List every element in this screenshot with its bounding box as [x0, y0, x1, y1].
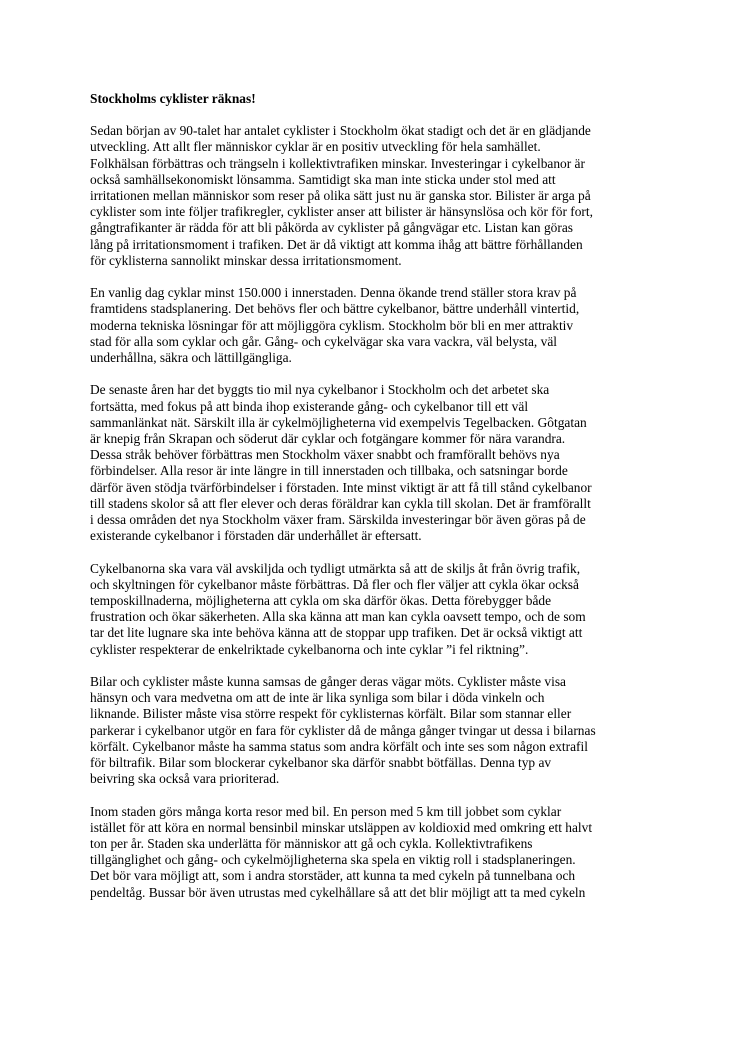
- paragraph-5: [90, 674, 660, 787]
- text-line: körfält. Cykelbanor måste ha samma status som andra körfält och inte ses som någon extrafil: [90, 738, 588, 754]
- text-line: Folkhälsan förbättras och trängseln i kollektivtrafiken minskar. Investeringar i cykelbanor är: [90, 155, 585, 171]
- text-line: underhållna, säkra och lättillgängliga.: [90, 350, 292, 366]
- text-line: Inom staden görs många korta resor med bil. En person med 5 km till jobbet som cyklar: [90, 803, 562, 819]
- text-line: därför även stödja tvärförbindelser i förstaden. Inte minst viktigt är att få till stånd cykelbanor: [90, 479, 592, 495]
- text-line: tar det lite lugnare ska inte behöva känna att de stoppar upp trafiken. Det är också viktigt att: [90, 625, 583, 641]
- text-line: också samhällsekonomiskt lönsamma. Samtidigt ska man inte sticka under stol med att: [90, 171, 556, 187]
- text-line: förbindelser. Alla resor är inte längre in till innerstaden och tillbaka, och satsningar borde: [90, 463, 568, 479]
- text-line: fortsätta, med fokus på att binda ihop existerande gång- och cykelbanor till ett väl: [90, 398, 529, 414]
- text-line: lång på irritationsmoment i trafiken. Det är då viktigt att komma ihåg att bättre förhållanden: [90, 236, 583, 252]
- document-body: [90, 91, 660, 917]
- text-line: Cykelbanorna ska vara väl avskiljda och tydligt utmärkta så att de skiljs åt från övrig trafik,: [90, 560, 581, 576]
- text-line: parkerar i cykelbanor utgör en fara för cyklister då de många gånger tvingar ut dessa i bilarnas: [90, 722, 596, 738]
- text-line: tillgänglighet och gång- och cykelmöjligheterna ska spela en viktig roll i stadsplaneringen.: [90, 852, 576, 868]
- text-line: irritationen mellan människor som reser på olika sätt just nu är ganska stor. Bilister är arga på: [90, 188, 591, 204]
- text-line: temposkillnaderna, möjligheterna att cykla om ska därför ökas. Detta förebygger både: [90, 593, 552, 609]
- paragraph-1: [90, 123, 660, 269]
- paragraph-3: [90, 382, 660, 544]
- text-line: Bilar och cyklister måste kunna samsas de gånger deras vägar möts. Cyklister måste visa: [90, 674, 566, 690]
- text-line: ton per år. Staden ska underlätta för människor att gå och cykla. Kollektivtrafikens: [90, 836, 533, 852]
- text-line: hänsyn och vara medvetna om att de inte är lika synliga som bilar i döda vinkeln och: [90, 690, 545, 706]
- text-line: frustration och ökar säkerheten. Alla ska känna att man kan cykla oavsett tempo, och de som: [90, 609, 586, 625]
- paragraph-2: [90, 285, 660, 366]
- text-line: istället för att köra en normal bensinbil minskar utsläppen av koldioxid med omkring ett halvt: [90, 819, 593, 835]
- text-line: för cyklisterna sannolikt minskar dessa irritationsmoment.: [90, 252, 402, 268]
- text-line: pendeltåg. Bussar bör även utrustas med cykelhållare så att det blir möjligt att ta med cykeln: [90, 884, 586, 900]
- text-line: i dessa områden det nya Stockholm växer fram. Särskilda investeringar bör även göras på de: [90, 512, 586, 528]
- text-line: Sedan början av 90-talet har antalet cyklister i Stockholm ökat stadigt och det är en glädjande: [90, 123, 591, 139]
- text-line: Det bör vara möjligt att, som i andra storstäder, att kunna ta med cykeln på tunnelbana och: [90, 868, 576, 884]
- text-line: gångtrafikanter är rädda för att bli påkörda av cyklister på gångvägar etc. Listan kan göras: [90, 220, 573, 236]
- text-line: moderna tekniska lösningar för att möjliggöra cyklism. Stockholm bör bli en mer attraktiv: [90, 317, 574, 333]
- text-line: cyklister som inte följer trafikregler, cyklister anser att bilister är hänsynslösa och kör för fort,: [90, 204, 593, 220]
- text-line: Dessa stråk behöver förbättras men Stockholm växer snabbt och framförallt behövs nya: [90, 447, 560, 463]
- text-line: sammanlänkat nät. Särskilt illa är cykelmöjligheterna vid exempelvis Tegelbacken. Gôtgatan: [90, 414, 587, 430]
- text-line: cyklister respekterar de enkelriktade cykelbanorna och inte cyklar ”i fel riktning”.: [90, 641, 529, 657]
- text-line: till stadens skolor så att fler elever och deras föräldrar kan cykla till skolan. Det är framförallt: [90, 495, 591, 511]
- text-line: för biltrafik. Bilar som blockerar cykelbanor ska därför snabbt bötfällas. Denna typ av: [90, 755, 552, 771]
- document-title: Stockholms cyklister räknas!: [90, 91, 256, 106]
- text-line: framtidens stadsplanering. Det behövs fler och bättre cykelbanor, bättre underhåll vintertid,: [90, 301, 580, 317]
- paragraph-4: [90, 561, 660, 658]
- paragraph-6: [90, 804, 660, 901]
- text-line: beivring ska också vara prioriterad.: [90, 771, 280, 787]
- text-line: och skyltningen för cykelbanor måste förbättras. Då fler och fler väljer att cykla ökar också: [90, 576, 579, 592]
- text-line: En vanlig dag cyklar minst 150.000 i innerstaden. Denna ökande trend ställer stora krav på: [90, 285, 577, 301]
- text-line: De senaste åren har det byggts tio mil nya cykelbanor i Stockholm och det arbetet ska: [90, 382, 550, 398]
- text-line: existerande cykelbanor i förstaden där underhållet är eftersatt.: [90, 528, 422, 544]
- text-line: utveckling. Att allt fler människor cyklar är en positiv utveckling för hela samhället.: [90, 139, 541, 155]
- text-line: stad för alla som cyklar och går. Gång- och cykelvägar ska vara vackra, väl belysta, väl: [90, 333, 557, 349]
- text-line: liknande. Bilister måste visa större respekt för cyklisternas körfält. Bilar som stannar eller: [90, 706, 572, 722]
- text-line: är knepig från Skrapan och söderut där cyklar och fotgängare kommer för nära varandra.: [90, 431, 566, 447]
